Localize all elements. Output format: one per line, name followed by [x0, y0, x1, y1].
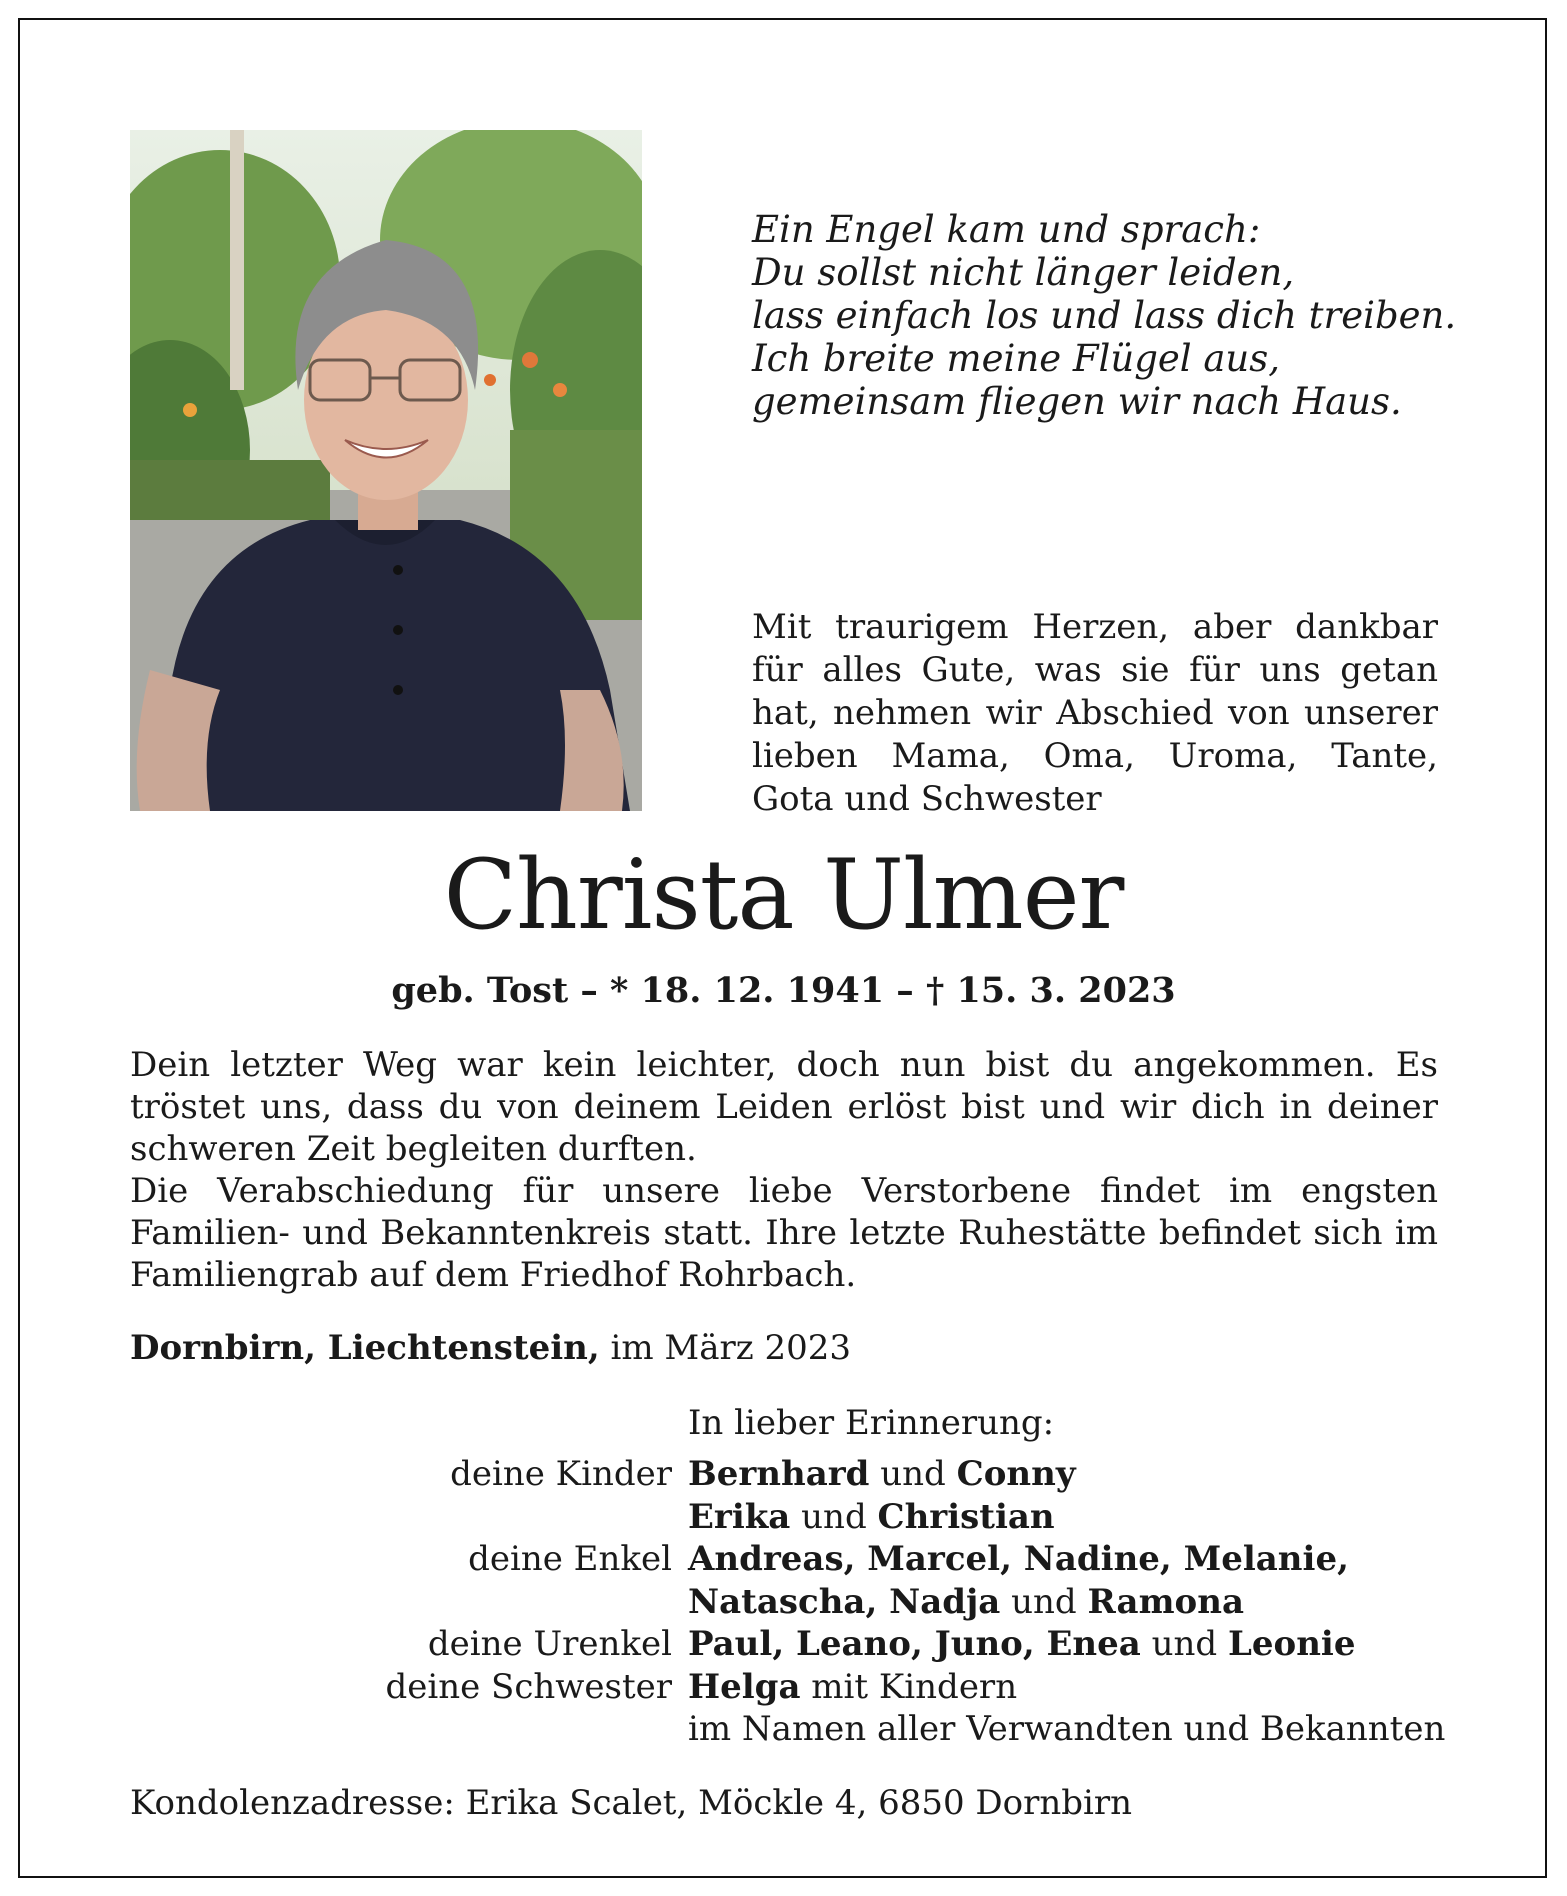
- mourner-name: Ramona: [1087, 1581, 1244, 1622]
- connector-text: und: [869, 1454, 957, 1494]
- obituary-body: [130, 1044, 1438, 1296]
- mourner-names: [688, 1708, 1445, 1751]
- mourner-row: [130, 1496, 1450, 1539]
- mourner-name: Natascha, Nadja: [688, 1581, 1001, 1622]
- body-paragraph: Dein letzter Weg war kein leichter, doch nun bist du angekommen. Es tröstet uns, dass du von deinem Leiden erlöst bist und wir dich in deiner schweren Zeit begleiten durften.: [130, 1045, 1438, 1169]
- mourner-names: [688, 1623, 1355, 1666]
- mourner-row: [130, 1453, 1450, 1496]
- connector-text: und: [1140, 1624, 1228, 1664]
- mourner-row: [130, 1623, 1450, 1666]
- body-paragraph: Die Verabschiedung für unsere liebe Verstorbene findet im engsten Familien- und Bekanntenkreis statt. Ihre letzte Ruhestätte befindet sich im Familiengrab auf dem Friedhof Rohrbach.: [130, 1171, 1438, 1295]
- poem-line: Ein Engel kam und sprach:: [752, 208, 1261, 251]
- connector-text: mit Kindern: [800, 1666, 1018, 1707]
- mourner-row: [130, 1538, 1450, 1581]
- mourner-names: [688, 1666, 1017, 1709]
- place-name: Dornbirn, Liechtenstein,: [130, 1328, 600, 1368]
- mourner-name: Erika: [688, 1496, 791, 1537]
- portrait-photo: [130, 130, 642, 811]
- mourner-name: Christian: [877, 1496, 1055, 1537]
- relation-label: deine Schwester: [385, 1666, 672, 1707]
- mourner-name: Bernhard: [688, 1454, 870, 1494]
- intro-text: Mit traurigem Herzen, aber dankbar für alles Gute, was sie für uns getan hat, nehmen wir Abschied von unserer lieben Mama, Oma, Uroma, Tante, Gota und Schwester: [752, 607, 1438, 819]
- relation-label: deine Urenkel: [427, 1624, 672, 1664]
- condolence-address: Kondolenzadresse: Erika Scalet, Möckle 4, 6850 Dornbirn: [130, 1783, 1133, 1823]
- mourner-row: [130, 1581, 1450, 1624]
- mourner-name: Andreas, Marcel, Nadine, Melanie,: [688, 1539, 1349, 1579]
- connector-text: im Namen aller Verwandten und Bekannten: [688, 1709, 1446, 1749]
- relation-label: [130, 1581, 688, 1624]
- mourner-name: Paul, Leano, Juno, Enea: [688, 1624, 1141, 1664]
- mourners-list: [130, 1453, 1450, 1751]
- relation-label: deine Kinder: [450, 1454, 672, 1494]
- relation-label: deine Enkel: [468, 1539, 672, 1579]
- mourner-name: Conny: [956, 1454, 1076, 1494]
- poem-line: gemeinsam fliegen wir nach Haus.: [752, 380, 1402, 423]
- mourner-row: [130, 1666, 1450, 1709]
- poem: [752, 208, 1457, 423]
- birth-death-dates: geb. Tost – * 18. 12. 1941 – † 15. 3. 2023: [391, 970, 1176, 1011]
- relation-label: [130, 1708, 688, 1751]
- mourner-row: [130, 1708, 1450, 1751]
- poem-line: Ich breite meine Flügel aus,: [752, 337, 1281, 380]
- mourner-name: Helga: [688, 1666, 801, 1707]
- relation-label: [130, 1496, 688, 1539]
- poem-line: lass einfach los und lass dich treiben.: [752, 294, 1457, 337]
- mourner-names: [688, 1453, 1076, 1496]
- mourner-names: [688, 1581, 1244, 1624]
- place-month: im März 2023: [599, 1328, 852, 1368]
- connector-text: und: [790, 1496, 878, 1537]
- poem-line: Du sollst nicht länger leiden,: [752, 251, 1295, 294]
- deceased-name: Christa Ulmer: [443, 839, 1124, 951]
- place-date: [130, 1328, 851, 1368]
- connector-text: und: [1000, 1581, 1088, 1622]
- mourner-name: Leonie: [1228, 1624, 1356, 1664]
- memorial-title: In lieber Erinnerung:: [688, 1403, 1055, 1443]
- mourner-names: [688, 1538, 1349, 1581]
- mourner-names: [688, 1496, 1055, 1539]
